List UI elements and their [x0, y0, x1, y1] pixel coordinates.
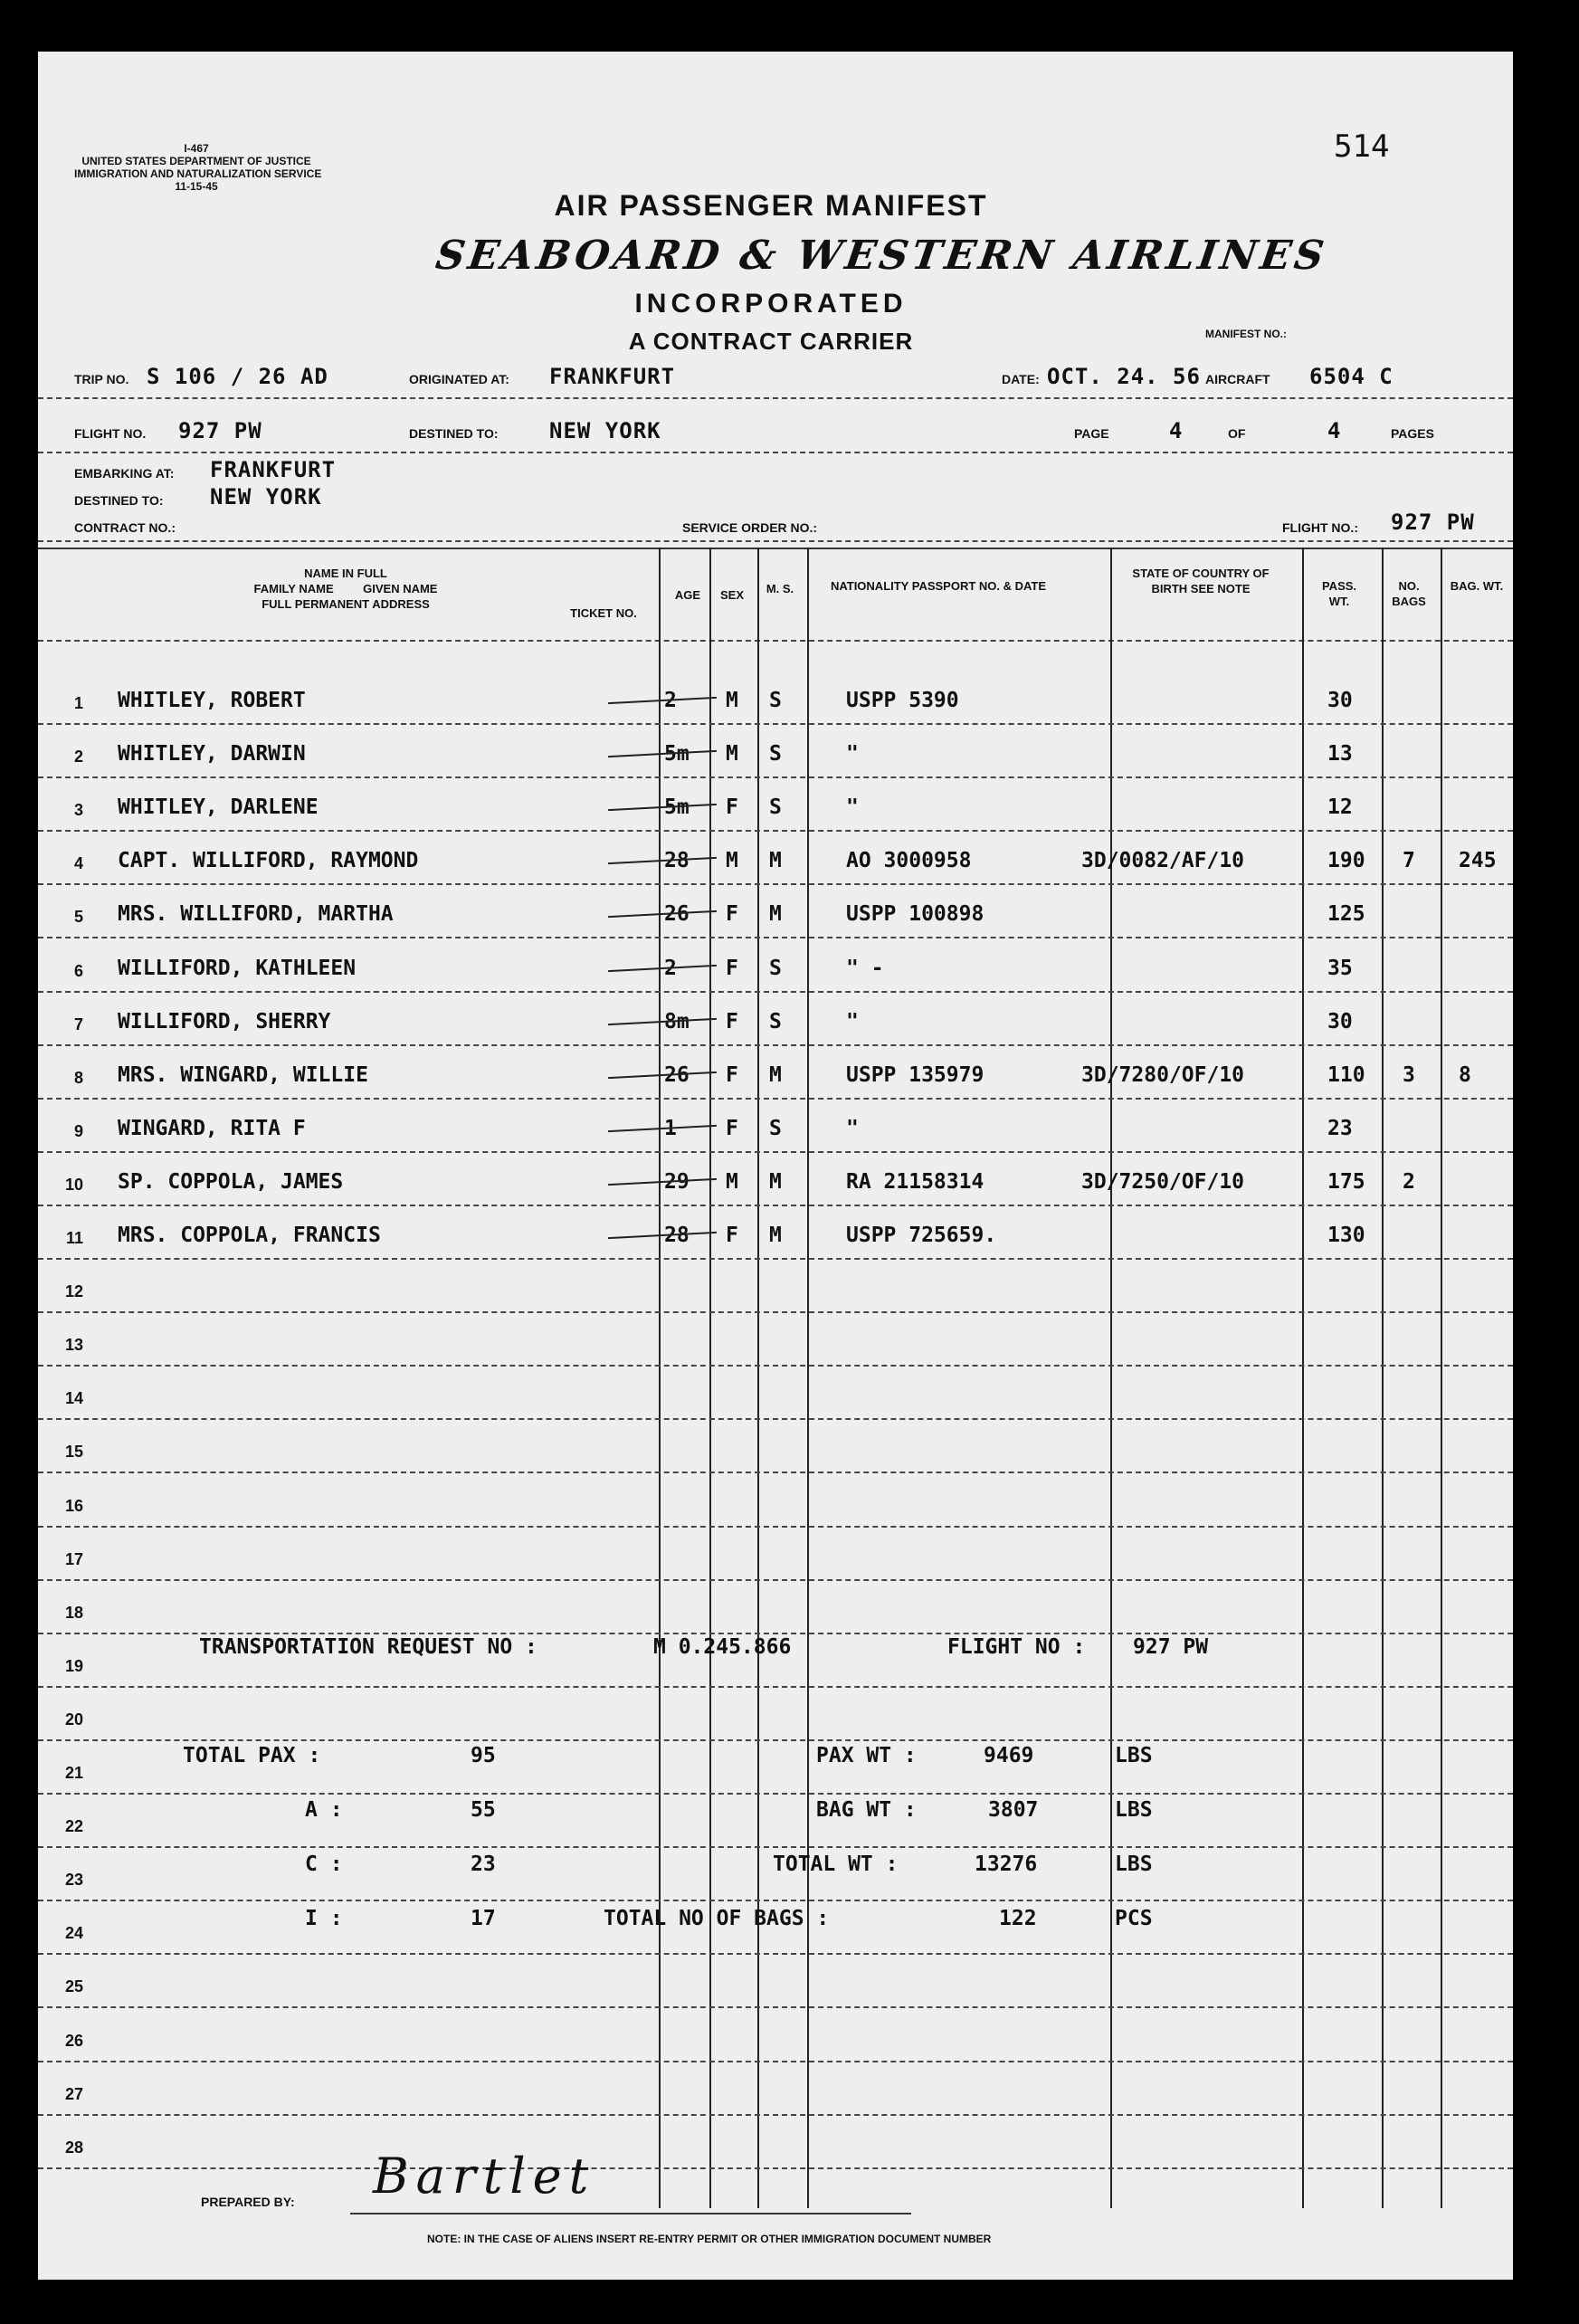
- passenger-passport: RA 21158314: [846, 1169, 984, 1194]
- col-family-given: [156, 581, 536, 596]
- passenger-sex: F: [726, 1116, 738, 1140]
- col-line: [1441, 548, 1442, 2208]
- pen-tick-mark: [608, 750, 717, 757]
- passenger-name: WHITLEY, DARLENE: [118, 795, 319, 820]
- col-baggage: BAG. WT.: [1450, 579, 1504, 593]
- passenger-weight: 190: [1327, 849, 1365, 873]
- service-order-label: SERVICE ORDER NO.:: [682, 520, 818, 535]
- manifest-no-label: MANIFEST NO.:: [1205, 328, 1287, 340]
- row-number: 28: [64, 2138, 83, 2157]
- row-divider: [38, 1953, 1513, 1955]
- row-divider: [38, 1579, 1513, 1581]
- i-value: 17: [471, 1907, 496, 1930]
- total-wt-unit: LBS: [1115, 1853, 1153, 1876]
- pax-wt-unit: LBS: [1115, 1744, 1153, 1767]
- prepared-by-label: PREPARED BY:: [201, 2195, 295, 2209]
- col-address: FULL PERMANENT ADDRESS: [262, 597, 430, 611]
- flight-no-value: 927 PW: [178, 418, 262, 443]
- incorporated: INCORPORATED: [634, 289, 908, 319]
- date-label: DATE:: [1002, 372, 1040, 386]
- row-number: 6: [73, 961, 83, 980]
- passenger-age: 28: [664, 849, 690, 873]
- col-name: [156, 566, 536, 612]
- of-value: 4: [1327, 418, 1342, 443]
- passenger-bagwt: 245: [1459, 849, 1497, 873]
- passenger-age: 5m: [664, 795, 690, 820]
- col-age: AGE: [674, 588, 701, 602]
- row-number: 22: [64, 1817, 83, 1836]
- a-value: 55: [471, 1798, 496, 1822]
- passenger-ms: S: [769, 689, 782, 712]
- destined2-label: DESTINED TO:: [74, 493, 164, 508]
- row-number: 23: [64, 1871, 83, 1890]
- col-line: [807, 548, 809, 2208]
- passenger-ms: M: [769, 1169, 782, 1194]
- row-divider: [38, 1793, 1513, 1795]
- col-line: [1302, 548, 1304, 2208]
- a-label: A :: [305, 1798, 343, 1822]
- col-bags: NO. BAGS: [1392, 579, 1426, 608]
- stamp-form: I-467: [184, 142, 209, 155]
- transport-flight-value: 927 PW: [1133, 1635, 1209, 1659]
- divider: [38, 548, 1513, 549]
- passenger-weight: 130: [1327, 1224, 1365, 1247]
- total-pax-label: TOTAL PAX :: [183, 1744, 321, 1767]
- pen-tick-mark: [608, 697, 717, 704]
- pen-tick-mark: [608, 964, 717, 971]
- passenger-ms: S: [769, 956, 782, 980]
- row-divider: [38, 1098, 1513, 1100]
- row-number: 24: [64, 1924, 83, 1943]
- passenger-birth: 3D/7280/OF/10: [1081, 1062, 1245, 1087]
- passenger-passport: ": [846, 795, 859, 820]
- col-given: GIVEN NAME: [363, 582, 438, 595]
- row-number: 27: [64, 2084, 83, 2103]
- pen-tick-mark: [608, 1072, 717, 1079]
- col-line: [757, 548, 759, 2208]
- passenger-weight: 125: [1327, 902, 1365, 927]
- passenger-passport: ": [846, 742, 859, 767]
- page-number: 514: [1334, 129, 1390, 165]
- row-divider: [38, 1900, 1513, 1901]
- col-sex: SEX: [719, 588, 744, 602]
- passenger-name: MRS. WILLIFORD, MARTHA: [118, 902, 394, 927]
- passenger-sex: F: [726, 795, 738, 820]
- transport-label: TRANSPORTATION REQUEST NO :: [199, 1635, 537, 1659]
- row-divider: [38, 1151, 1513, 1153]
- stamp-date: 11-15-45: [175, 180, 218, 193]
- row-divider: [38, 1044, 1513, 1046]
- c-value: 23: [471, 1853, 496, 1876]
- passenger-passport: ": [846, 1009, 859, 1033]
- passenger-passport: ": [846, 1116, 859, 1140]
- row-number: 16: [64, 1496, 83, 1515]
- passenger-age: 28: [664, 1224, 690, 1247]
- passenger-birth: 3D/0082/AF/10: [1081, 849, 1245, 873]
- row-divider: [38, 1526, 1513, 1528]
- row-divider: [38, 776, 1513, 778]
- passenger-sex: F: [726, 1224, 738, 1247]
- originated-label: ORIGINATED AT:: [409, 372, 509, 386]
- row-number: 5: [73, 908, 83, 927]
- passenger-weight: 175: [1327, 1169, 1365, 1194]
- col-line: [1382, 548, 1384, 2208]
- signature: Bartlet: [373, 2148, 596, 2205]
- row-divider: [38, 2061, 1513, 2062]
- row-divider: [38, 1739, 1513, 1741]
- originated-value: FRANKFURT: [549, 364, 676, 389]
- col-nationality: NATIONALITY PASSPORT NO. & DATE: [830, 579, 1047, 593]
- row-divider: [38, 2006, 1513, 2008]
- passenger-bags: 2: [1403, 1169, 1415, 1194]
- total-bags-label: TOTAL NO OF BAGS :: [604, 1907, 830, 1930]
- col-name-title: NAME IN FULL: [304, 567, 387, 580]
- trip-no-label: TRIP NO.: [74, 372, 129, 386]
- passenger-weight: 23: [1327, 1116, 1353, 1140]
- row-number: 12: [64, 1282, 83, 1301]
- row-number: 9: [73, 1121, 83, 1140]
- pen-tick-mark: [608, 1232, 717, 1239]
- pages-label: PAGES: [1391, 426, 1434, 441]
- passenger-name: WHITLEY, ROBERT: [118, 689, 306, 712]
- passenger-ms: S: [769, 1116, 782, 1140]
- row-number: 20: [64, 1710, 83, 1729]
- passenger-sex: M: [726, 849, 738, 873]
- contract-carrier: A CONTRACT CARRIER: [628, 328, 914, 355]
- divider: [38, 540, 1513, 542]
- passenger-name: WILLIFORD, SHERRY: [118, 1009, 331, 1033]
- passenger-passport: " -: [846, 956, 884, 980]
- row-divider: [38, 1846, 1513, 1848]
- row-number: 14: [64, 1389, 83, 1408]
- passenger-birth: 3D/7250/OF/10: [1081, 1169, 1245, 1194]
- row-number: 7: [73, 1014, 83, 1033]
- passenger-weight: 30: [1327, 1009, 1353, 1033]
- row-number: 25: [64, 1977, 83, 1996]
- col-line: [659, 548, 661, 2208]
- bag-wt-label: BAG WT :: [816, 1798, 917, 1822]
- row-number: 19: [64, 1656, 83, 1675]
- col-birth: STATE OF COUNTRY OF BIRTH SEE NOTE: [1132, 567, 1270, 595]
- passenger-age: 1: [664, 1116, 677, 1140]
- col-ticket: TICKET NO.: [570, 606, 637, 620]
- stamp-service: IMMIGRATION AND NATURALIZATION SERVICE: [74, 167, 322, 180]
- trip-no-value: S 106 / 26 AD: [147, 364, 328, 389]
- pax-wt-label: PAX WT :: [816, 1744, 917, 1767]
- transport-value: M 0.245.866: [653, 1635, 792, 1659]
- passenger-passport: USPP 135979: [846, 1062, 984, 1087]
- flight-no-label: FLIGHT NO.: [74, 426, 147, 441]
- footer-note: NOTE: IN THE CASE OF ALIENS INSERT RE-ENTRY PERMIT OR OTHER IMMIGRATION DOCUMENT NUMBER: [427, 2233, 992, 2245]
- row-number: 13: [64, 1336, 83, 1355]
- bag-wt-value: 3807: [988, 1798, 1039, 1822]
- passenger-name: WHITLEY, DARWIN: [118, 742, 306, 767]
- row-number: 10: [64, 1175, 83, 1194]
- pen-tick-mark: [608, 1178, 717, 1186]
- destined-label: DESTINED TO:: [409, 426, 499, 441]
- passenger-age: 29: [664, 1169, 690, 1194]
- passenger-name: SP. COPPOLA, JAMES: [118, 1169, 344, 1194]
- passenger-sex: M: [726, 689, 738, 712]
- passenger-sex: M: [726, 742, 738, 767]
- aircraft-label: AIRCRAFT: [1205, 372, 1270, 386]
- row-divider: [38, 937, 1513, 938]
- passenger-sex: F: [726, 902, 738, 927]
- bag-wt-unit: LBS: [1115, 1798, 1153, 1822]
- row-number: 17: [64, 1549, 83, 1568]
- pen-tick-mark: [608, 804, 717, 811]
- passenger-sex: F: [726, 1009, 738, 1033]
- page-value: 4: [1169, 418, 1184, 443]
- passenger-weight: 30: [1327, 689, 1353, 712]
- passenger-sex: M: [726, 1169, 738, 1194]
- row-number: 4: [73, 854, 83, 873]
- stamp-dept: UNITED STATES DEPARTMENT OF JUSTICE: [81, 155, 311, 167]
- passenger-name: MRS. COPPOLA, FRANCIS: [118, 1224, 381, 1247]
- passenger-passport: USPP 5390: [846, 689, 959, 712]
- passenger-ms: M: [769, 1062, 782, 1087]
- total-wt-label: TOTAL WT :: [773, 1853, 899, 1876]
- col-ms: M. S.: [766, 582, 794, 595]
- passenger-name: WINGARD, RITA F: [118, 1116, 306, 1140]
- row-number: 11: [65, 1229, 83, 1247]
- passenger-ms: S: [769, 1009, 782, 1033]
- passenger-ms: M: [769, 902, 782, 927]
- passenger-name: CAPT. WILLIFORD, RAYMOND: [118, 849, 419, 873]
- passenger-age: 26: [664, 1062, 690, 1087]
- passenger-weight: 110: [1327, 1062, 1365, 1087]
- passenger-age: 26: [664, 902, 690, 927]
- row-number: 21: [64, 1764, 83, 1782]
- row-divider: [38, 1686, 1513, 1688]
- row-number: 26: [64, 2031, 83, 2050]
- total-bags-value: 122: [999, 1907, 1037, 1930]
- date-value: OCT. 24. 56: [1047, 364, 1201, 389]
- transport-flight-label: FLIGHT NO :: [947, 1635, 1086, 1659]
- row-divider: [38, 830, 1513, 832]
- pen-tick-mark: [608, 1017, 717, 1024]
- passenger-sex: F: [726, 1062, 738, 1087]
- flight2-label: FLIGHT NO.:: [1282, 520, 1358, 535]
- passenger-name: MRS. WINGARD, WILLIE: [118, 1062, 368, 1087]
- aircraft-value: 6504 C: [1309, 364, 1394, 389]
- embarking-label: EMBARKING AT:: [74, 466, 175, 481]
- destined2-value: NEW YORK: [210, 484, 322, 510]
- passenger-bags: 3: [1403, 1062, 1415, 1087]
- passenger-ms: M: [769, 1224, 782, 1247]
- col-weight: PASS. WT.: [1321, 579, 1357, 608]
- col-family: FAMILY NAME: [253, 582, 334, 595]
- divider: [38, 452, 1513, 453]
- pen-tick-mark: [608, 910, 717, 918]
- row-number: 8: [73, 1068, 83, 1087]
- pen-tick-mark: [608, 1125, 717, 1132]
- row-divider: [38, 1311, 1513, 1313]
- row-number: 18: [64, 1603, 83, 1622]
- row-divider: [38, 1205, 1513, 1206]
- passenger-ms: S: [769, 742, 782, 767]
- c-label: C :: [305, 1853, 343, 1876]
- passenger-bagwt: 8: [1459, 1062, 1471, 1087]
- embarking-value: FRANKFURT: [210, 457, 337, 482]
- flight2-value: 927 PW: [1391, 510, 1475, 535]
- row-number: 2: [73, 748, 83, 767]
- passenger-sex: F: [726, 956, 738, 980]
- divider: [38, 640, 1513, 642]
- of-label: OF: [1228, 426, 1246, 441]
- passenger-name: WILLIFORD, KATHLEEN: [118, 956, 357, 980]
- col-line: [709, 548, 711, 2208]
- total-pax-value: 95: [471, 1744, 496, 1767]
- passenger-weight: 12: [1327, 795, 1353, 820]
- pen-tick-mark: [608, 857, 717, 864]
- passenger-weight: 35: [1327, 956, 1353, 980]
- row-divider: [38, 1633, 1513, 1634]
- manifest-title: AIR PASSENGER MANIFEST: [554, 189, 988, 222]
- passenger-age: 2: [664, 956, 677, 980]
- ins-stamp: [74, 142, 322, 193]
- airline-name: SEABOARD & WESTERN AIRLINES: [433, 233, 1331, 279]
- passenger-age: 8m: [664, 1009, 690, 1033]
- row-number: 3: [73, 801, 83, 820]
- passenger-age: 2: [664, 689, 677, 712]
- passenger-passport: AO 3000958: [846, 849, 972, 873]
- page-label: PAGE: [1074, 426, 1109, 441]
- passenger-passport: USPP 725659.: [846, 1224, 997, 1247]
- row-divider: [38, 2167, 1513, 2169]
- row-number: 1: [73, 694, 83, 712]
- i-label: I :: [305, 1907, 343, 1930]
- passenger-weight: 13: [1327, 742, 1353, 767]
- total-wt-value: 13276: [975, 1853, 1038, 1876]
- manifest-page: [38, 52, 1513, 2280]
- total-bags-unit: PCS: [1115, 1907, 1153, 1930]
- signature-line: [350, 2213, 911, 2214]
- pax-wt-value: 9469: [984, 1744, 1034, 1767]
- row-divider: [38, 1258, 1513, 1260]
- passenger-bags: 7: [1403, 849, 1415, 873]
- passenger-age: 5m: [664, 742, 690, 767]
- passenger-ms: S: [769, 795, 782, 820]
- row-number: 15: [64, 1443, 83, 1462]
- row-divider: [38, 2114, 1513, 2116]
- passenger-ms: M: [769, 849, 782, 873]
- row-divider: [38, 1365, 1513, 1367]
- row-divider: [38, 723, 1513, 725]
- col-line: [1110, 548, 1112, 2208]
- destined-value: NEW YORK: [549, 418, 661, 443]
- row-divider: [38, 1418, 1513, 1420]
- contract-no-label: CONTRACT NO.:: [74, 520, 176, 535]
- passenger-passport: USPP 100898: [846, 902, 984, 927]
- divider: [38, 397, 1513, 399]
- row-divider: [38, 883, 1513, 885]
- row-divider: [38, 1472, 1513, 1473]
- row-divider: [38, 991, 1513, 993]
